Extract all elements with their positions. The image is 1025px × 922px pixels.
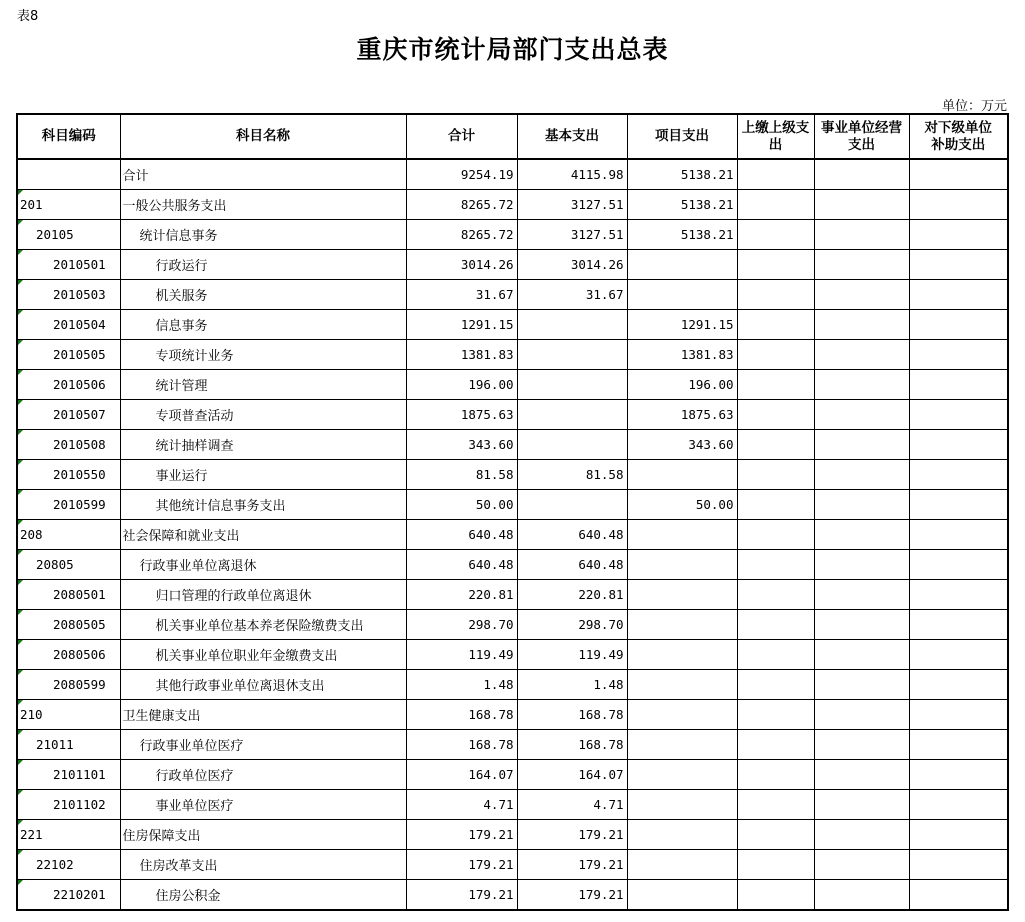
table-row [17, 670, 1008, 700]
cell-project: 5138.21 [627, 159, 737, 190]
cell-business [814, 250, 909, 280]
cell-subsidy [909, 280, 1008, 310]
cell-basic: 640.48 [517, 520, 627, 550]
cell-name: 住房保障支出 [120, 820, 406, 850]
cell-business [814, 670, 909, 700]
cell-project [627, 520, 737, 550]
cell-project: 1291.15 [627, 310, 737, 340]
table-row [17, 190, 1008, 220]
cell-name: 一般公共服务支出 [120, 190, 406, 220]
cell-remit-upper [737, 610, 814, 640]
cell-subsidy [909, 670, 1008, 700]
cell-business [814, 850, 909, 880]
cell-business [814, 370, 909, 400]
cell-total: 179.21 [406, 850, 517, 880]
cell-name: 行政运行 [120, 250, 406, 280]
cell-business [814, 220, 909, 250]
cell-total: 220.81 [406, 580, 517, 610]
cell-name: 其他行政事业单位离退休支出 [120, 670, 406, 700]
cell-project [627, 730, 737, 760]
cell-basic: 164.07 [517, 760, 627, 790]
cell-remit-upper [737, 700, 814, 730]
cell-project [627, 250, 737, 280]
cell-remit-upper [737, 640, 814, 670]
cell-business [814, 730, 909, 760]
cell-subsidy [909, 310, 1008, 340]
cell-basic [517, 310, 627, 340]
cell-code: 2010504 [17, 310, 120, 340]
table-row [17, 520, 1008, 550]
cell-basic [517, 370, 627, 400]
cell-project: 196.00 [627, 370, 737, 400]
header-business-label: 事业单位经营支出 [821, 119, 902, 153]
cell-project: 50.00 [627, 490, 737, 520]
cell-basic: 179.21 [517, 820, 627, 850]
cell-total: 640.48 [406, 550, 517, 580]
cell-name: 统计管理 [120, 370, 406, 400]
cell-total: 164.07 [406, 760, 517, 790]
table-row [17, 280, 1008, 310]
cell-name: 行政事业单位离退休 [120, 550, 406, 580]
cell-total: 50.00 [406, 490, 517, 520]
cell-name: 机关事业单位职业年金缴费支出 [120, 640, 406, 670]
cell-business [814, 640, 909, 670]
cell-code: 2080505 [17, 610, 120, 640]
cell-total: 179.21 [406, 880, 517, 911]
cell-business [814, 460, 909, 490]
cell-basic: 3127.51 [517, 190, 627, 220]
cell-code: 2080599 [17, 670, 120, 700]
table-row [17, 880, 1008, 911]
cell-subsidy [909, 370, 1008, 400]
cell-remit-upper [737, 400, 814, 430]
cell-total: 3014.26 [406, 250, 517, 280]
cell-name: 统计抽样调查 [120, 430, 406, 460]
cell-subsidy [909, 820, 1008, 850]
cell-remit-upper [737, 730, 814, 760]
cell-project [627, 610, 737, 640]
header-project: 项目支出 [627, 114, 737, 159]
cell-total: 196.00 [406, 370, 517, 400]
cell-total: 640.48 [406, 520, 517, 550]
cell-code: 2080506 [17, 640, 120, 670]
cell-project: 5138.21 [627, 220, 737, 250]
cell-basic [517, 340, 627, 370]
cell-subsidy [909, 850, 1008, 880]
header-total: 合计 [406, 114, 517, 159]
cell-business [814, 430, 909, 460]
cell-business [814, 790, 909, 820]
table-row [17, 159, 1008, 190]
cell-project [627, 880, 737, 911]
header-row [17, 114, 1008, 159]
cell-subsidy [909, 340, 1008, 370]
cell-project [627, 760, 737, 790]
header-subsidy-label: 对下级单位补助支出 [924, 119, 992, 153]
cell-basic: 3014.26 [517, 250, 627, 280]
cell-remit-upper [737, 670, 814, 700]
cell-total: 179.21 [406, 820, 517, 850]
cell-project [627, 550, 737, 580]
table-number-label: 表8 [17, 9, 39, 24]
cell-basic: 31.67 [517, 280, 627, 310]
cell-name: 专项统计业务 [120, 340, 406, 370]
cell-subsidy [909, 250, 1008, 280]
cell-business [814, 820, 909, 850]
cell-remit-upper [737, 580, 814, 610]
cell-total: 343.60 [406, 430, 517, 460]
cell-name: 事业单位医疗 [120, 790, 406, 820]
cell-total: 168.78 [406, 700, 517, 730]
table-row [17, 340, 1008, 370]
cell-remit-upper [737, 790, 814, 820]
cell-subsidy [909, 760, 1008, 790]
cell-subsidy [909, 550, 1008, 580]
cell-remit-upper [737, 370, 814, 400]
cell-code: 221 [17, 820, 120, 850]
cell-remit-upper [737, 520, 814, 550]
header-code: 科目编码 [17, 114, 120, 159]
cell-name: 卫生健康支出 [120, 700, 406, 730]
cell-total: 1875.63 [406, 400, 517, 430]
header-name: 科目名称 [120, 114, 406, 159]
cell-remit-upper [737, 550, 814, 580]
cell-basic [517, 490, 627, 520]
cell-name: 合计 [120, 159, 406, 190]
cell-code: 2010508 [17, 430, 120, 460]
cell-subsidy [909, 220, 1008, 250]
header-basic: 基本支出 [517, 114, 627, 159]
table-row [17, 760, 1008, 790]
cell-business [814, 610, 909, 640]
cell-remit-upper [737, 850, 814, 880]
cell-project: 343.60 [627, 430, 737, 460]
cell-remit-upper [737, 280, 814, 310]
cell-subsidy [909, 700, 1008, 730]
table-row [17, 580, 1008, 610]
cell-code: 2010503 [17, 280, 120, 310]
cell-subsidy [909, 430, 1008, 460]
cell-project: 5138.21 [627, 190, 737, 220]
cell-total: 9254.19 [406, 159, 517, 190]
cell-total: 298.70 [406, 610, 517, 640]
cell-remit-upper [737, 460, 814, 490]
cell-code: 2080501 [17, 580, 120, 610]
cell-business [814, 490, 909, 520]
cell-subsidy [909, 730, 1008, 760]
cell-name: 行政事业单位医疗 [120, 730, 406, 760]
cell-basic: 3127.51 [517, 220, 627, 250]
cell-code: 2101102 [17, 790, 120, 820]
cell-name: 住房公积金 [120, 880, 406, 911]
cell-code: 21011 [17, 730, 120, 760]
table-body [17, 159, 1008, 910]
cell-name: 住房改革支出 [120, 850, 406, 880]
table-row [17, 370, 1008, 400]
header-business [814, 114, 909, 159]
cell-subsidy [909, 610, 1008, 640]
cell-name: 专项普查活动 [120, 400, 406, 430]
page-title: 重庆市统计局部门支出总表 [356, 35, 669, 64]
cell-project [627, 670, 737, 700]
cell-basic: 81.58 [517, 460, 627, 490]
cell-business [814, 550, 909, 580]
cell-name: 信息事务 [120, 310, 406, 340]
table-row [17, 460, 1008, 490]
table-row [17, 850, 1008, 880]
cell-total: 31.67 [406, 280, 517, 310]
table-row [17, 490, 1008, 520]
cell-code: 201 [17, 190, 120, 220]
cell-subsidy [909, 580, 1008, 610]
cell-basic: 4115.98 [517, 159, 627, 190]
cell-basic [517, 430, 627, 460]
cell-code: 2010505 [17, 340, 120, 370]
cell-code: 20805 [17, 550, 120, 580]
cell-basic: 1.48 [517, 670, 627, 700]
cell-remit-upper [737, 220, 814, 250]
cell-project: 1381.83 [627, 340, 737, 370]
unit-label: 单位：万元 [941, 99, 1007, 114]
cell-basic: 168.78 [517, 700, 627, 730]
cell-remit-upper [737, 880, 814, 911]
cell-basic: 640.48 [517, 550, 627, 580]
cell-name: 社会保障和就业支出 [120, 520, 406, 550]
cell-total: 4.71 [406, 790, 517, 820]
cell-business [814, 340, 909, 370]
cell-code: 22102 [17, 850, 120, 880]
cell-name: 机关事业单位基本养老保险缴费支出 [120, 610, 406, 640]
cell-remit-upper [737, 190, 814, 220]
cell-project [627, 820, 737, 850]
cell-subsidy [909, 790, 1008, 820]
table-row [17, 640, 1008, 670]
cell-business [814, 760, 909, 790]
table-row [17, 430, 1008, 460]
cell-business [814, 520, 909, 550]
cell-business [814, 400, 909, 430]
cell-code [17, 159, 120, 190]
table-row [17, 310, 1008, 340]
cell-basic: 179.21 [517, 880, 627, 911]
cell-total: 1291.15 [406, 310, 517, 340]
cell-basic: 4.71 [517, 790, 627, 820]
cell-name: 统计信息事务 [120, 220, 406, 250]
cell-subsidy [909, 460, 1008, 490]
header-remit-upper-label: 上缴上级支出 [741, 119, 810, 153]
cell-business [814, 700, 909, 730]
cell-remit-upper [737, 820, 814, 850]
cell-project [627, 280, 737, 310]
cell-basic: 179.21 [517, 850, 627, 880]
cell-name: 事业运行 [120, 460, 406, 490]
cell-basic [517, 400, 627, 430]
cell-total: 119.49 [406, 640, 517, 670]
cell-business [814, 310, 909, 340]
cell-subsidy [909, 400, 1008, 430]
table-row [17, 250, 1008, 280]
cell-project [627, 460, 737, 490]
table-row [17, 400, 1008, 430]
header-subsidy [909, 114, 1008, 159]
cell-code: 2010550 [17, 460, 120, 490]
cell-code: 208 [17, 520, 120, 550]
cell-name: 其他统计信息事务支出 [120, 490, 406, 520]
cell-basic: 220.81 [517, 580, 627, 610]
cell-code: 210 [17, 700, 120, 730]
cell-remit-upper [737, 760, 814, 790]
cell-subsidy [909, 490, 1008, 520]
cell-total: 1381.83 [406, 340, 517, 370]
expenditure-table [16, 113, 1009, 911]
cell-basic: 168.78 [517, 730, 627, 760]
cell-code: 2010506 [17, 370, 120, 400]
cell-remit-upper [737, 430, 814, 460]
header-remit-upper [737, 114, 814, 159]
table-row [17, 700, 1008, 730]
cell-business [814, 159, 909, 190]
cell-total: 1.48 [406, 670, 517, 700]
cell-business [814, 880, 909, 911]
cell-remit-upper [737, 250, 814, 280]
table-row [17, 820, 1008, 850]
cell-project [627, 790, 737, 820]
cell-remit-upper [737, 310, 814, 340]
table-row [17, 790, 1008, 820]
table-row [17, 220, 1008, 250]
cell-code: 2010599 [17, 490, 120, 520]
cell-total: 8265.72 [406, 220, 517, 250]
cell-total: 81.58 [406, 460, 517, 490]
cell-subsidy [909, 190, 1008, 220]
cell-code: 2010501 [17, 250, 120, 280]
cell-name: 归口管理的行政单位离退休 [120, 580, 406, 610]
cell-code: 2101101 [17, 760, 120, 790]
cell-project [627, 580, 737, 610]
cell-name: 机关服务 [120, 280, 406, 310]
cell-remit-upper [737, 490, 814, 520]
cell-name: 行政单位医疗 [120, 760, 406, 790]
cell-project [627, 700, 737, 730]
cell-business [814, 190, 909, 220]
cell-project [627, 640, 737, 670]
table-row [17, 730, 1008, 760]
cell-code: 2010507 [17, 400, 120, 430]
cell-remit-upper [737, 340, 814, 370]
cell-subsidy [909, 640, 1008, 670]
cell-project [627, 850, 737, 880]
cell-subsidy [909, 159, 1008, 190]
cell-business [814, 580, 909, 610]
table-row [17, 610, 1008, 640]
cell-basic: 119.49 [517, 640, 627, 670]
cell-subsidy [909, 520, 1008, 550]
table-row [17, 550, 1008, 580]
cell-remit-upper [737, 159, 814, 190]
cell-project: 1875.63 [627, 400, 737, 430]
cell-basic: 298.70 [517, 610, 627, 640]
cell-total: 8265.72 [406, 190, 517, 220]
cell-code: 20105 [17, 220, 120, 250]
cell-business [814, 280, 909, 310]
cell-code: 2210201 [17, 880, 120, 911]
cell-total: 168.78 [406, 730, 517, 760]
cell-subsidy [909, 880, 1008, 911]
